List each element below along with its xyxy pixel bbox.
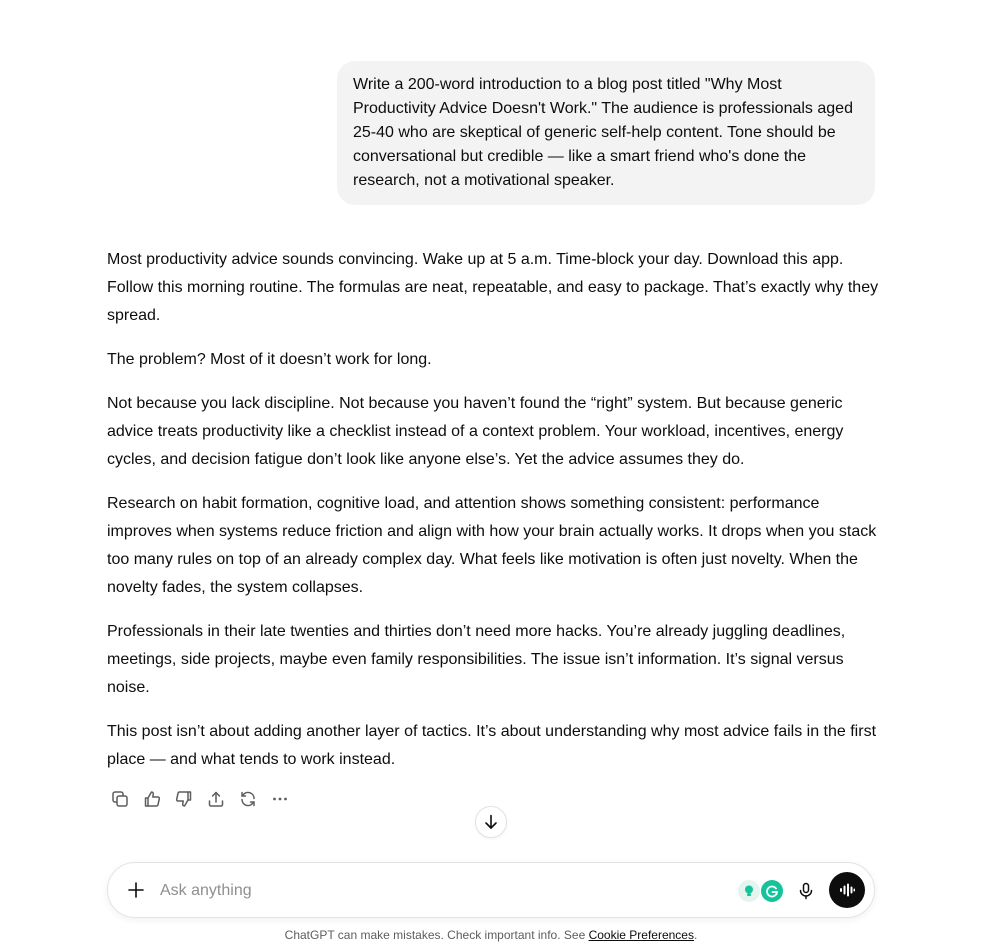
disclaimer-suffix: . (693, 928, 698, 942)
scroll-to-bottom-button[interactable] (475, 806, 507, 838)
disclaimer-text: ChatGPT can make mistakes. Check important info. See (284, 928, 589, 942)
user-message-text: Write a 200-word introduction to a blog post titled "Why Most Productivity Advice Doesn't Work." The audience is professionals aged 25-40 who are skeptical of generic self-help content. Tone should be conversational but credible — like a smart friend who's done the research, not a motivational speaker. (353, 76, 853, 189)
copy-button[interactable] (104, 785, 136, 813)
voice-waveform-icon (838, 881, 856, 899)
more-icon (271, 790, 289, 808)
regenerate-button[interactable] (232, 785, 264, 813)
assistant-paragraph: Professionals in their late twenties and thirties don’t need more hacks. You’re already juggling deadlines, meetings, side projects, maybe even family responsibilities. The issue isn’t information. It’s signal versus noise. (107, 623, 846, 696)
dictate-button[interactable] (792, 877, 820, 905)
thumbs-up-icon (143, 790, 161, 808)
more-actions-button[interactable] (264, 785, 296, 813)
assistant-paragraph: Research on habit formation, cognitive load, and attention shows something consistent: performance improves when systems reduce friction and align with how your brain actually works. It drops when you stack too many rules on top of an already complex day. What feels like motivation is often just novelty. When the novelty fades, the system collapses. (107, 495, 877, 596)
lightbulb-icon[interactable] (738, 880, 760, 902)
disclaimer-footer (0, 927, 982, 943)
arrow-down-icon (482, 813, 500, 831)
assistant-paragraph: This post isn’t about adding another layer of tactics. It’s about understanding why most advice fails in the first place — and what tends to work instead. (107, 723, 877, 768)
assistant-paragraph: The problem? Most of it doesn’t work for long. (107, 351, 432, 368)
regenerate-icon (239, 790, 257, 808)
add-attachment-button[interactable] (122, 876, 150, 904)
prompt-input[interactable] (160, 879, 720, 903)
assistant-message (107, 246, 879, 790)
composer (107, 862, 875, 918)
plus-icon (126, 880, 146, 900)
good-response-button[interactable] (136, 785, 168, 813)
bad-response-button[interactable] (168, 785, 200, 813)
mic-icon (797, 882, 815, 900)
voice-mode-button[interactable] (829, 872, 865, 908)
share-icon (207, 790, 225, 808)
share-button[interactable] (200, 785, 232, 813)
extension-icons (738, 880, 784, 902)
grammarly-icon[interactable] (761, 880, 783, 902)
cookie-preferences-link[interactable]: Cookie Preferences (588, 928, 694, 942)
thumbs-down-icon (175, 790, 193, 808)
user-message-bubble (337, 61, 875, 205)
message-actions (104, 785, 296, 813)
copy-icon (111, 790, 129, 808)
assistant-paragraph: Not because you lack discipline. Not because you haven’t found the “right” system. But because generic advice treats productivity like a checklist instead of a context problem. Your workload, incentives, energy cycles, and decision fatigue don’t look like anyone else’s. Yet the advice assumes they do. (107, 395, 844, 468)
assistant-paragraph: Most productivity advice sounds convincing. Wake up at 5 a.m. Time-block your day. Download this app. Follow this morning routine. The formulas are neat, repeatable, and easy to package. That’s exactly why they spread. (107, 251, 879, 324)
